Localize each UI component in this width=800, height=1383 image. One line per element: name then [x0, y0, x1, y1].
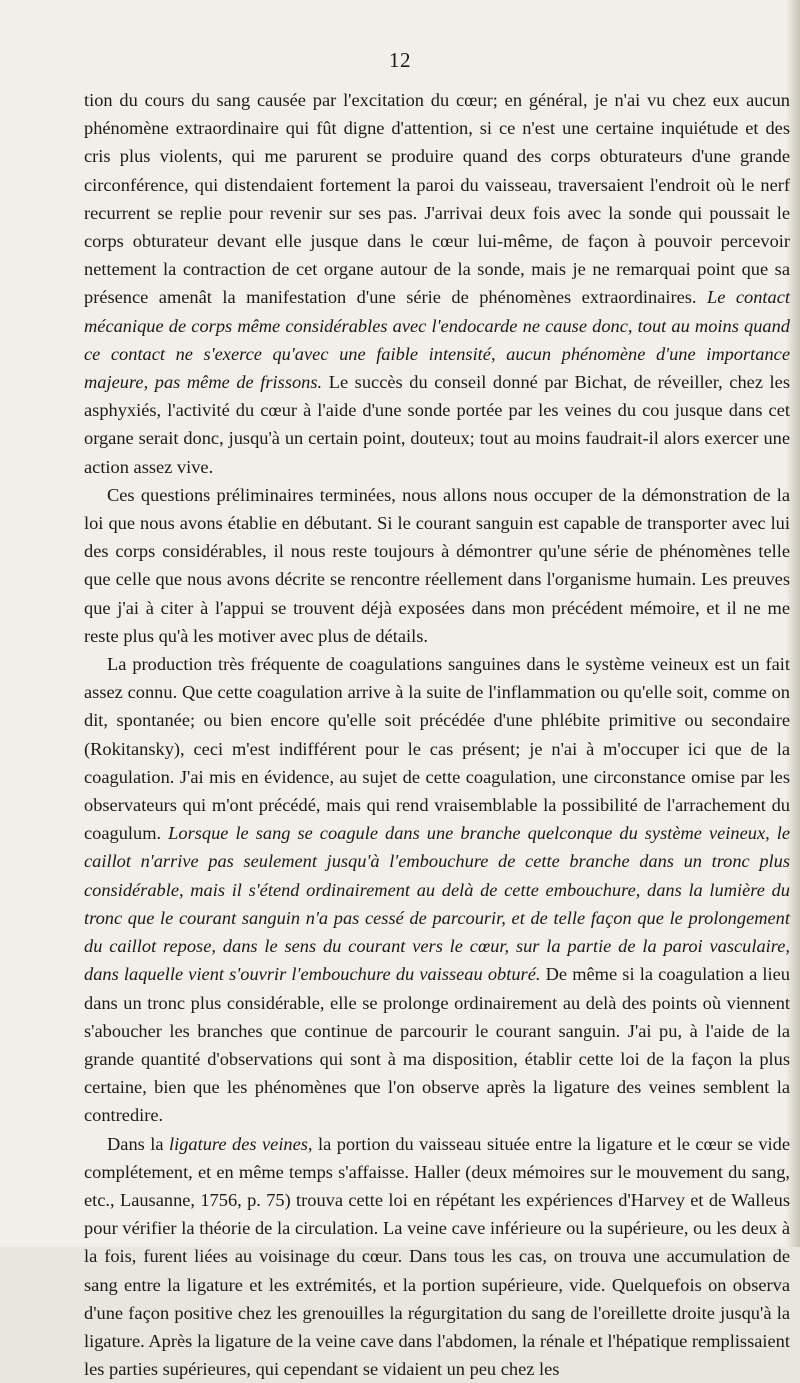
italic-text-run: Le contact mécanique de corps même considérables avec l'endocarde ne cause donc, tout au moins quand ce contact ne s'exerce qu'avec une faible intensité, aucun phénomène d'une importance majeure, pas même de frissons. — [84, 287, 790, 393]
text-run: la portion du vaisseau située entre la ligature et le cœur se vide complétement, et en même temps s'affaisse. Haller (deux mémoires sur le mouvement du sang, etc., Lausanne, 1756, p. 75) trouva cette loi en répétant les expériences d'Harvey et de Walleus pour vérifier la théorie de la circulation. La veine cave inférieure ou la supérieure, ou les deux à la fois, furent liées au voisinage du cœur. Dans tous les cas, on trouva une accumulation de sang entre la ligature et les extrémités, et la portion supérieure, vide. Quelquefois on observa d'une façon positive chez les grenouilles la régurgitation du sang de l'oreillette droite jusqu'à la ligature. Après la ligature de la veine cave dans l'abdomen, la rénale et l'hépatique remplissaient les parties supérieures, qui cependant se vidaient un peu chez les — [84, 1133, 791, 1380]
paragraph — [84, 650, 790, 1129]
page-number: 12 — [389, 48, 411, 72]
paragraph — [84, 86, 790, 481]
paragraph — [84, 1130, 790, 1383]
text-run: De même si la coagulation a lieu dans un tronc plus considérable, elle se prolonge ordinairement au delà des points où viennent s'aboucher les branches que continue de parcourir le courant sanguin. J'ai pu, à l'aide de la grande quantité d'observations qui sont à ma disposition, établir cette loi de la façon la plus certaine, bien que les phénomènes que l'on observe après la ligature des veines semblent la contredire. — [84, 964, 790, 1126]
text-run: tion du cours du sang causée par l'excitation du cœur; en général, je n'ai vu chez eux aucun phénomène extraordinaire qui fût digne d'attention, si ce n'est une certaine inquiétude et des cris plus violents, qui me parurent se produire quand des corps obturateurs d'une grande circonférence, qui distendaient fortement la paroi du vaisseau, traversaient l'endroit où le nerf recurrent se replie pour revenir sur ses pas. J'arrivai deux fois avec la sonde qui poussait le corps obturateur devant elle jusque dans le cœur lui-même, de façon à pouvoir percevoir nettement la contraction de cet organe autour de la sonde, mais je ne remarquai point que sa présence amenât la manifestation d'une série de phénomènes extraordinaires. — [84, 90, 790, 308]
italic-text-run: ligature des veines, — [169, 1133, 313, 1154]
paragraph — [84, 481, 790, 650]
text-run: Le succès du conseil donné par Bichat, de réveiller, chez les asphyxiés, l'activité du cœur à l'aide d'une sonde portée par les veines du cou jusque dans cet organe serait donc, jusqu'à un certain point, douteux; tout au moins faudrait-il alors exercer une action assez vive. — [84, 372, 790, 477]
text-run: Dans la — [107, 1133, 169, 1154]
text-run: La production très fréquente de coagulations sanguines dans le système veineux est un fait assez connu. Que cette coagulation arrive à la suite de l'inflammation ou qu'elle soit, comme on dit, spontanée; ou bien encore qu'elle soit précédée d'une phlébite primitive ou secondaire (Rokitansky), ceci m'est indifférent pour le cas présent; je n'ai à m'occuper ici que de la coagulation. J'ai mis en évidence, au sujet de cette coagulation, une circonstance omise par les observateurs qui m'ont précédé, mais qui rend vraisemblable la possibilité de l'arrachement du coagulum. — [84, 654, 790, 844]
body-text — [84, 86, 790, 1383]
text-run: Ces questions préliminaires terminées, nous allons nous occuper de la démonstration de la loi que nous avons établie en débutant. Si le courant sanguin est capable de transporter avec lui des corps considérables, il nous reste toujours à démontrer qu'une série de phénomènes telle que celle que nous avons décrite se rencontre réellement dans l'organisme humain. Les preuves que j'ai à citer à l'appui se trouvent déjà exposées dans mon précédent mémoire, et il ne me reste plus qu'à les motiver avec plus de détails. — [84, 484, 790, 646]
italic-text-run: Lorsque le sang se coagule dans une branche quelconque du système veineux, le caillot n'arrive pas seulement jusqu'à l'embouchure de cette branche dans un tronc plus considérable, mais il s'étend ordinairement au delà de cette embouchure, dans la lumière du tronc que le courant sanguin n'a pas cessé de parcourir, et de telle façon que le prolongement du caillot repose, dans le sens du courant vers le cœur, sur la partie de la paroi vasculaire, dans laquelle vient s'ouvrir l'embouchure du vaisseau obturé. — [84, 823, 791, 985]
